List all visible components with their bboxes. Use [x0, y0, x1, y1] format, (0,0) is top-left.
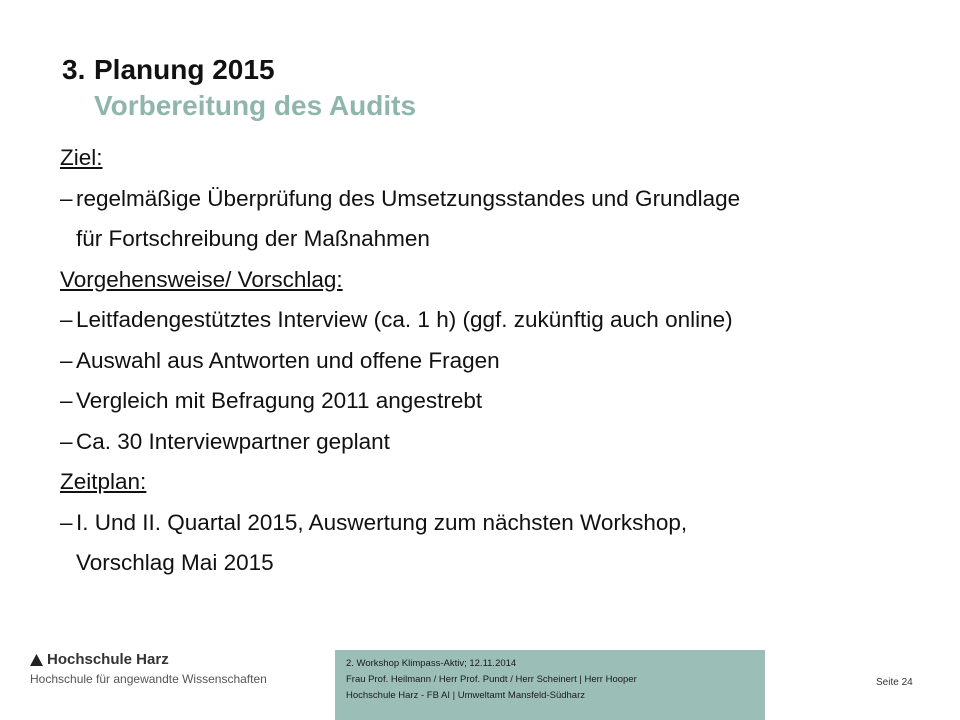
- bullet-line: für Fortschreibung der Maßnahmen: [76, 226, 430, 251]
- page-number: Seite 24: [876, 677, 913, 688]
- bullet-dash: –: [60, 428, 73, 454]
- bullet-dash: –: [60, 388, 73, 413]
- bullet-line: regelmäßige Überprüfung des Umsetzungsstandes und Grundlage: [76, 185, 741, 211]
- bullet-dash: –: [60, 347, 73, 373]
- bullet-item: [60, 422, 900, 463]
- bullet-dash: –: [60, 185, 73, 211]
- triangle-logo-icon: [30, 654, 43, 666]
- footer-line-institutions: Hochschule Harz - FB AI | Umweltamt Mansfeld-Südharz: [346, 690, 585, 701]
- footer-logo: [30, 651, 267, 686]
- bullet-line: Vorschlag Mai 2015: [76, 550, 274, 575]
- bullet-line: Auswahl aus Antworten und offene Fragen: [76, 347, 500, 373]
- title-number: 3.: [62, 54, 86, 85]
- bullet-line: Leitfadengestütztes Interview (ca. 1 h) (ggf. zukünftig auch online): [76, 307, 733, 332]
- footer-info-box: [335, 650, 765, 720]
- bullet-line: I. Und II. Quartal 2015, Auswertung zum nächsten Workshop,: [76, 509, 688, 535]
- bullet-item: [60, 179, 900, 260]
- section-heading-ziel: Ziel:: [60, 145, 103, 170]
- bullet-line: Vergleich mit Befragung 2011 angestrebt: [76, 388, 483, 413]
- logo-tagline: Hochschule für angewandte Wissenschaften: [30, 672, 267, 686]
- footer-line-event: 2. Workshop Klimpass-Aktiv; 12.11.2014: [346, 658, 517, 669]
- bullet-item: [60, 503, 900, 584]
- section-heading-vorgehensweise: Vorgehensweise/ Vorschlag:: [60, 266, 343, 292]
- bullet-item: [60, 300, 900, 341]
- bullet-item: [60, 381, 900, 422]
- logo-text: Hochschule Harz: [47, 651, 169, 668]
- bullet-dash: –: [60, 307, 73, 332]
- bullet-line: Ca. 30 Interviewpartner geplant: [76, 428, 390, 454]
- slide-title: [62, 54, 275, 86]
- title-text: Planung 2015: [94, 54, 275, 85]
- bullet-item: [60, 341, 900, 382]
- footer-line-presenters: Frau Prof. Heilmann / Herr Prof. Pundt / Herr Scheinert | Herr Hooper: [346, 674, 637, 685]
- bullet-dash: –: [60, 509, 73, 535]
- slide-subtitle: Vorbereitung des Audits: [94, 90, 417, 121]
- logo-brand: [30, 651, 267, 668]
- section-heading-zeitplan: Zeitplan:: [60, 469, 147, 494]
- slide-content: [60, 138, 900, 584]
